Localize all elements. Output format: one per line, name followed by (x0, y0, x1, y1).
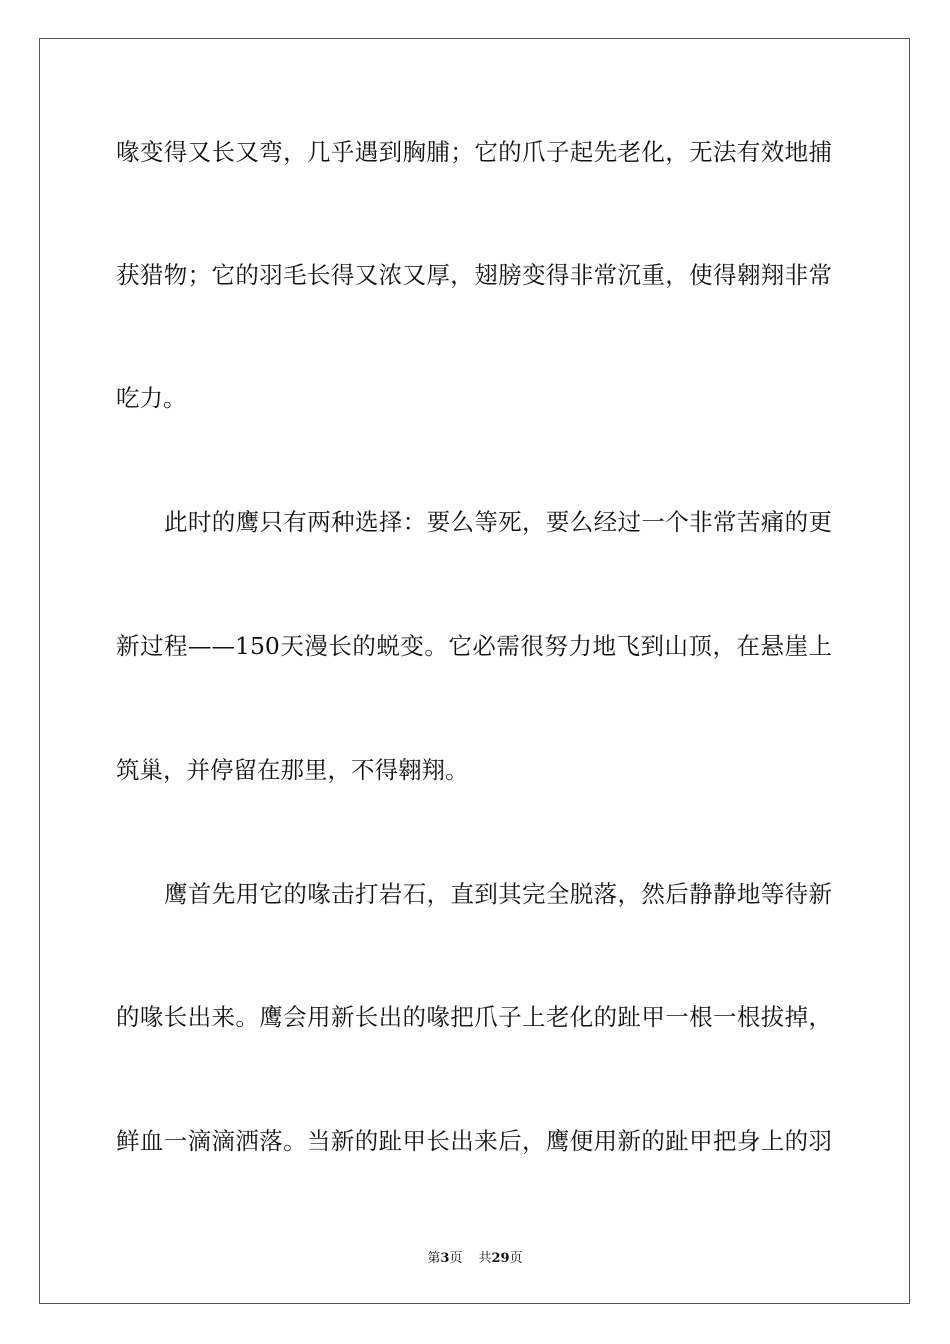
body-text-line: 获猎物；它的羽毛长得又浓又厚，翅膀变得非常沉重，使得翱翔非常 (116, 261, 832, 289)
page-suffix: 页 (449, 1251, 463, 1266)
page-footer (0, 1247, 950, 1266)
total-prefix: 共 (478, 1251, 492, 1266)
current-page-number: 3 (440, 1251, 450, 1266)
paragraph-first-line: 鹰首先用它的喙击打岩石，直到其完全脱落，然后静静地等待新 (164, 880, 832, 908)
page-prefix: 第 (427, 1251, 441, 1266)
body-text-line: 喙变得又长又弯，几乎遇到胸脯；它的爪子起先老化，无法有效地捕 (116, 138, 832, 166)
body-text-line: 鲜血一滴滴洒落。当新的趾甲长出来后，鹰便用新的趾甲把身上的羽 (116, 1127, 832, 1155)
page-border (39, 38, 910, 1304)
body-text-line: 吃力。 (116, 384, 187, 412)
paragraph-first-line: 此时的鹰只有两种选择：要么等死，要么经过一个非常苦痛的更 (164, 508, 832, 536)
body-text-line: 的喙长出来。鹰会用新长出的喙把爪子上老化的趾甲一根一根拔掉， (116, 1003, 832, 1031)
body-text-line: 筑巢，并停留在那里，不得翱翔。 (116, 756, 469, 784)
body-text-line: 新过程——150天漫长的蜕变。它必需很努力地飞到山顶，在悬崖上 (116, 632, 832, 660)
total-suffix: 页 (509, 1251, 523, 1266)
total-page-count: 29 (491, 1251, 510, 1266)
